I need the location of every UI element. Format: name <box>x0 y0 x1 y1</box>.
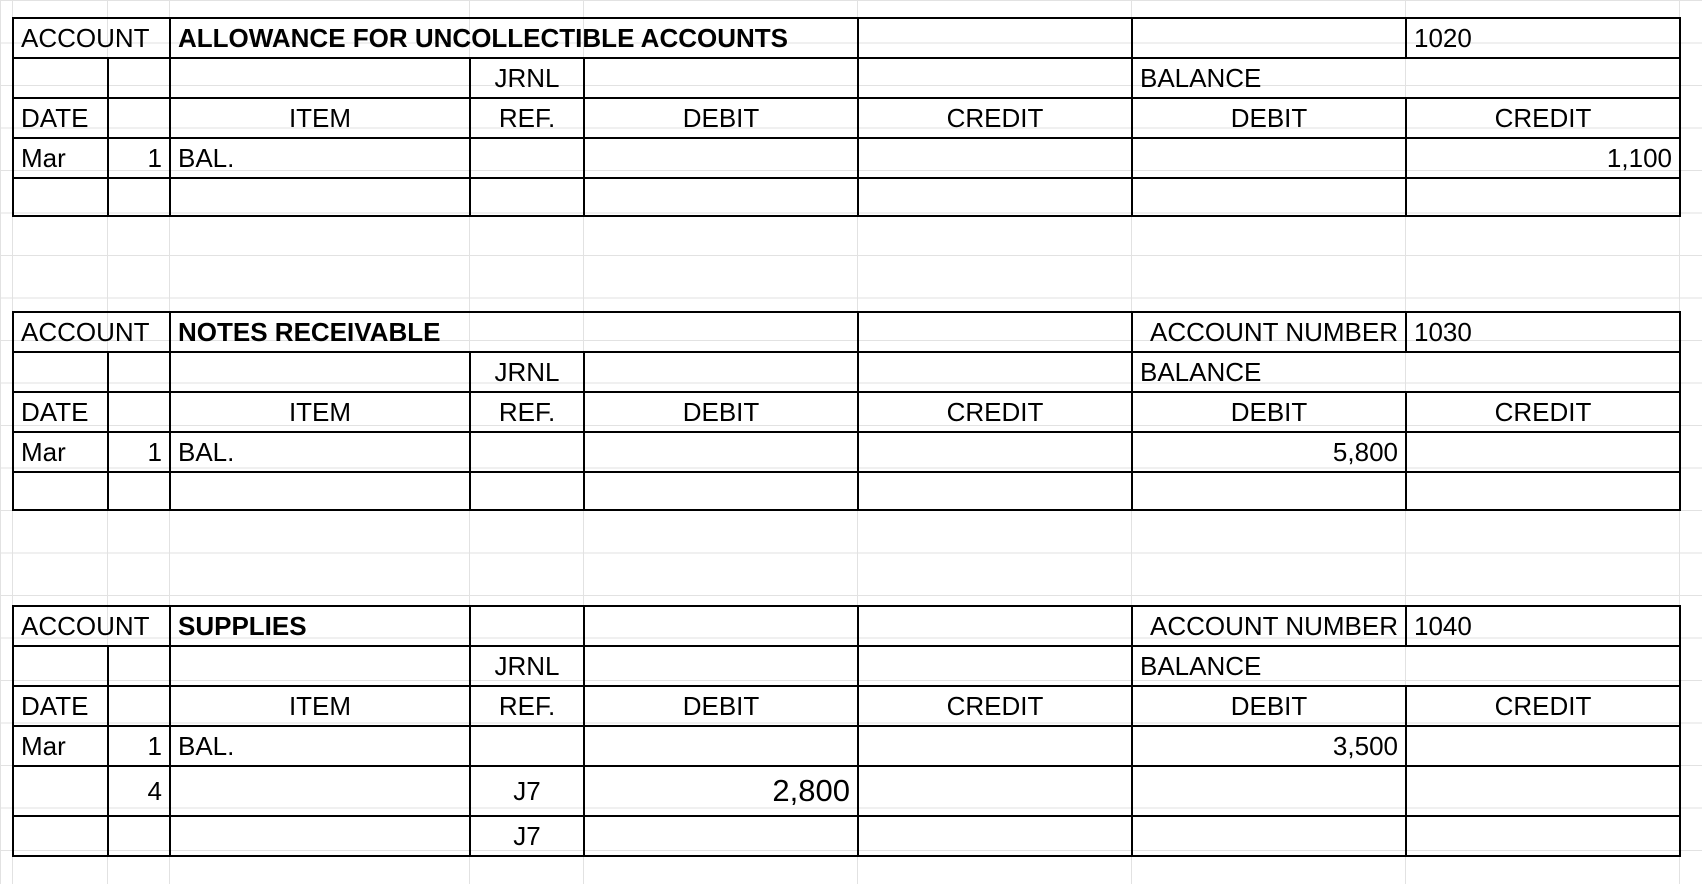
row-credit[interactable] <box>858 726 1132 766</box>
row-balance-credit[interactable]: 1,100 <box>1406 138 1680 178</box>
cell[interactable] <box>470 606 584 646</box>
balance-credit-header: CREDIT <box>1406 98 1680 138</box>
row-month[interactable] <box>13 178 108 216</box>
row-credit[interactable] <box>858 472 1132 510</box>
cell[interactable] <box>13 352 108 392</box>
row-debit[interactable] <box>584 726 858 766</box>
row-ref[interactable] <box>470 138 584 178</box>
row-balance-credit[interactable] <box>1406 766 1680 816</box>
row-balance-debit[interactable]: 5,800 <box>1132 432 1406 472</box>
item-header: ITEM <box>170 686 470 726</box>
row-item[interactable]: BAL. <box>170 138 470 178</box>
cell[interactable] <box>108 352 170 392</box>
ref-label: REF. <box>470 98 584 138</box>
cell[interactable] <box>108 646 170 686</box>
account-number[interactable]: 1030 <box>1406 312 1680 352</box>
cell[interactable] <box>170 58 470 98</box>
credit-header: CREDIT <box>858 686 1132 726</box>
row-credit[interactable] <box>858 432 1132 472</box>
cell[interactable] <box>108 98 170 138</box>
row-debit[interactable]: 2,800 <box>584 766 858 816</box>
account-name[interactable]: SUPPLIES <box>170 606 470 646</box>
cell[interactable] <box>108 58 170 98</box>
cell[interactable] <box>13 646 108 686</box>
date-header: DATE <box>13 686 108 726</box>
cell[interactable] <box>858 646 1132 686</box>
row-balance-credit[interactable] <box>1406 432 1680 472</box>
cell[interactable] <box>584 606 858 646</box>
row-item[interactable] <box>170 178 470 216</box>
row-month[interactable] <box>13 766 108 816</box>
row-debit[interactable] <box>584 816 858 856</box>
row-day[interactable] <box>108 816 170 856</box>
account-label: ACCOUNT <box>13 312 170 352</box>
account-number-label <box>1132 18 1406 58</box>
row-item[interactable]: BAL. <box>170 726 470 766</box>
balance-credit-header: CREDIT <box>1406 686 1680 726</box>
row-credit[interactable] <box>858 816 1132 856</box>
row-month[interactable]: Mar <box>13 138 108 178</box>
row-balance-debit[interactable] <box>1132 766 1406 816</box>
row-debit[interactable] <box>584 138 858 178</box>
account-number-label: ACCOUNT NUMBER <box>1132 606 1406 646</box>
row-debit[interactable] <box>584 432 858 472</box>
row-credit[interactable] <box>858 178 1132 216</box>
row-balance-credit[interactable] <box>1406 178 1680 216</box>
balance-debit-header: DEBIT <box>1132 392 1406 432</box>
account-label: ACCOUNT <box>13 18 170 58</box>
account-number-label: ACCOUNT NUMBER <box>1132 312 1406 352</box>
row-day[interactable]: 1 <box>108 432 170 472</box>
row-credit[interactable] <box>858 138 1132 178</box>
cell[interactable] <box>858 312 1132 352</box>
row-debit[interactable] <box>584 178 858 216</box>
row-day[interactable]: 1 <box>108 726 170 766</box>
account-name[interactable]: NOTES RECEIVABLE <box>170 312 858 352</box>
row-ref[interactable]: J7 <box>470 816 584 856</box>
row-item[interactable]: BAL. <box>170 432 470 472</box>
row-balance-credit[interactable] <box>1406 472 1680 510</box>
account-number[interactable]: 1040 <box>1406 606 1680 646</box>
cell[interactable] <box>108 392 170 432</box>
cell[interactable] <box>584 646 858 686</box>
row-month[interactable] <box>13 472 108 510</box>
ref-label: REF. <box>470 392 584 432</box>
account-name[interactable]: ALLOWANCE FOR UNCOLLECTIBLE ACCOUNTS <box>170 18 858 58</box>
item-header: ITEM <box>170 98 470 138</box>
ledger-allowance-uncollectible <box>12 17 1681 217</box>
cell[interactable] <box>170 352 470 392</box>
credit-header: CREDIT <box>858 98 1132 138</box>
cell[interactable] <box>858 352 1132 392</box>
jrnl-label: JRNL <box>470 646 584 686</box>
ref-label: REF. <box>470 686 584 726</box>
row-ref[interactable]: J7 <box>470 766 584 816</box>
row-balance-credit[interactable] <box>1406 816 1680 856</box>
cell[interactable] <box>108 686 170 726</box>
row-item[interactable] <box>170 766 470 816</box>
jrnl-label: JRNL <box>470 58 584 98</box>
row-debit[interactable] <box>584 472 858 510</box>
balance-label: BALANCE <box>1132 352 1680 392</box>
row-ref[interactable] <box>470 432 584 472</box>
row-balance-debit[interactable] <box>1132 472 1406 510</box>
balance-debit-header: DEBIT <box>1132 98 1406 138</box>
row-balance-debit[interactable]: 3,500 <box>1132 726 1406 766</box>
cell[interactable] <box>13 58 108 98</box>
jrnl-label: JRNL <box>470 352 584 392</box>
row-ref[interactable] <box>470 472 584 510</box>
debit-header: DEBIT <box>584 392 858 432</box>
row-balance-debit[interactable] <box>1132 816 1406 856</box>
row-day[interactable] <box>108 472 170 510</box>
cell[interactable] <box>584 352 858 392</box>
ledger-notes-receivable <box>12 311 1681 511</box>
credit-header: CREDIT <box>858 392 1132 432</box>
row-credit[interactable] <box>858 766 1132 816</box>
row-ref[interactable] <box>470 178 584 216</box>
row-balance-debit[interactable] <box>1132 178 1406 216</box>
row-month[interactable]: Mar <box>13 726 108 766</box>
row-day[interactable]: 1 <box>108 138 170 178</box>
account-number[interactable]: 1020 <box>1406 18 1680 58</box>
date-header: DATE <box>13 98 108 138</box>
account-label: ACCOUNT <box>13 606 170 646</box>
debit-header: DEBIT <box>584 686 858 726</box>
row-month[interactable]: Mar <box>13 432 108 472</box>
debit-header: DEBIT <box>584 98 858 138</box>
row-day[interactable] <box>108 178 170 216</box>
item-header: ITEM <box>170 392 470 432</box>
cell[interactable] <box>858 606 1132 646</box>
cell[interactable] <box>858 18 1132 58</box>
row-item[interactable] <box>170 472 470 510</box>
balance-label: BALANCE <box>1132 646 1680 686</box>
row-item[interactable] <box>170 816 470 856</box>
balance-debit-header: DEBIT <box>1132 686 1406 726</box>
ledger-supplies <box>12 605 1681 857</box>
row-ref[interactable] <box>470 726 584 766</box>
row-balance-credit[interactable] <box>1406 726 1680 766</box>
balance-credit-header: CREDIT <box>1406 392 1680 432</box>
row-balance-debit[interactable] <box>1132 138 1406 178</box>
date-header: DATE <box>13 392 108 432</box>
cell[interactable] <box>170 646 470 686</box>
balance-label: BALANCE <box>1132 58 1680 98</box>
row-day[interactable]: 4 <box>108 766 170 816</box>
row-month[interactable] <box>13 816 108 856</box>
cell[interactable] <box>584 58 858 98</box>
cell[interactable] <box>858 58 1132 98</box>
